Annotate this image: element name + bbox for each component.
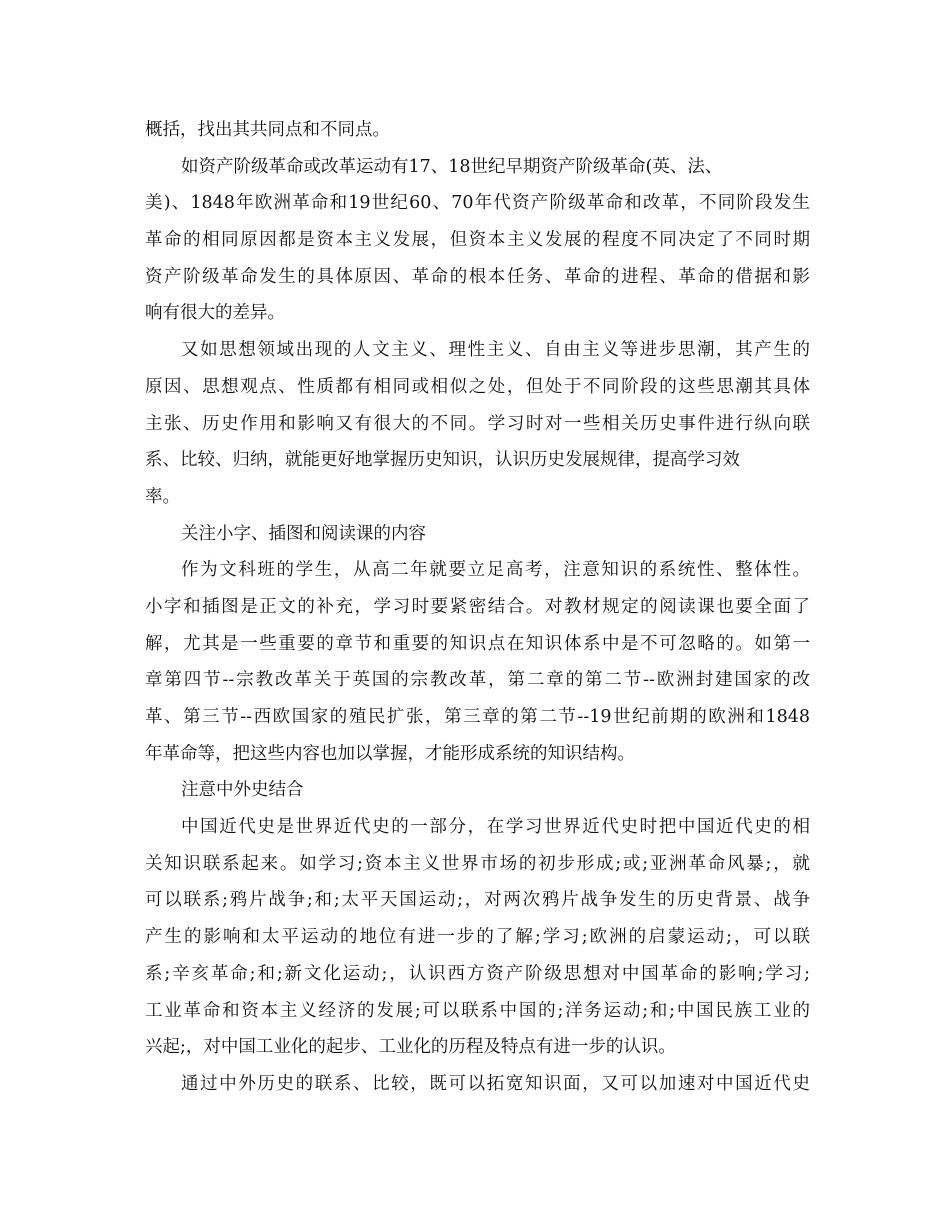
text-line: 系;辛亥革命;和;新文化运动;，认识西方资产阶级思想对中国革命的影响;学习; (145, 963, 810, 984)
text-line: 小字和插图是正文的补充，学习时要紧密结合。对教材规定的阅读课也要全面了 (145, 596, 810, 617)
text-line: 可以联系;鸦片战争;和;太平天国运动;，对两次鸦片战争发生的历史背景、战争 (145, 890, 810, 911)
text-line: 工业革命和资本主义经济的发展;可以联系中国的;洋务运动;和;中国民族工业的 (145, 1000, 810, 1021)
text-line: 美)、1848年欧洲革命和19世纪60、70年代资产阶级革命和改革，不同阶段发生 (145, 193, 810, 214)
text-line: 革命的相同原因都是资本主义发展，但资本主义发展的程度不同决定了不同时期 (145, 230, 810, 251)
text-line: 率。 (145, 486, 180, 507)
text-line: 产生的影响和太平运动的地位有进一步的了解;学习;欧洲的启蒙运动;，可以联 (145, 927, 810, 948)
section-heading: 注意中外史结合 (181, 780, 304, 801)
text-line: 主张、历史作用和影响又有很大的不同。学习时对一些相关历史事件进行纵向联 (145, 413, 810, 434)
paragraph-start-line: 中国近代史是世界近代史的一部分，在学习世界近代史时把中国近代史的相 (181, 817, 810, 838)
paragraph-start-line: 如资产阶级革命或改革运动有17、18世纪早期资产阶级革命(英、法、 (181, 156, 723, 177)
text-line: 概括，找出其共同点和不同点。 (145, 120, 390, 140)
document-body (145, 112, 810, 1103)
text-line: 系、比较、归纳，就能更好地掌握历史知识，认识历史发展规律，提高学习效 (145, 450, 740, 471)
text-line: 革、第三节--西欧国家的殖民扩张，第三章的第二节--19世纪前期的欧洲和1848 (145, 707, 810, 727)
text-line: 资产阶级革命发生的具体原因、革命的根本任务、革命的进程、革命的借据和影 (145, 266, 810, 287)
text-line: 响有很大的差异。 (145, 303, 285, 324)
paragraph-start-line: 通过中外历史的联系、比较，既可以拓宽知识面，又可以加速对中国近代史 (181, 1073, 810, 1094)
text-line: 解，尤其是一些重要的章节和重要的知识点在知识体系中是不可忽略的。如第一 (145, 633, 810, 654)
text-line: 原因、思想观点、性质都有相同或相似之处，但处于不同阶段的这些思潮其具体 (145, 376, 810, 397)
text-line: 关知识联系起来。如学习;资本主义世界市场的初步形成;或;亚洲革命风暴;，就 (145, 853, 810, 874)
text-line: 兴起;，对中国工业化的起步、工业化的历程及特点有进一步的认识。 (145, 1037, 676, 1058)
paragraph-start-line: 作为文科班的学生，从高二年就要立足高考，注意知识的系统性、整体性。 (181, 560, 810, 581)
text-line: 章第四节--宗教改革关于英国的宗教改革，第二章的第二节--欧洲封建国家的改 (145, 670, 810, 691)
paragraph-start-line: 又如思想领域出现的人文主义、理性主义、自由主义等进步思潮，其产生的 (181, 340, 810, 361)
section-heading: 关注小字、插图和阅读课的内容 (181, 523, 426, 544)
text-line: 年革命等，把这些内容也加以掌握，才能形成系统的知识结构。 (145, 743, 635, 764)
